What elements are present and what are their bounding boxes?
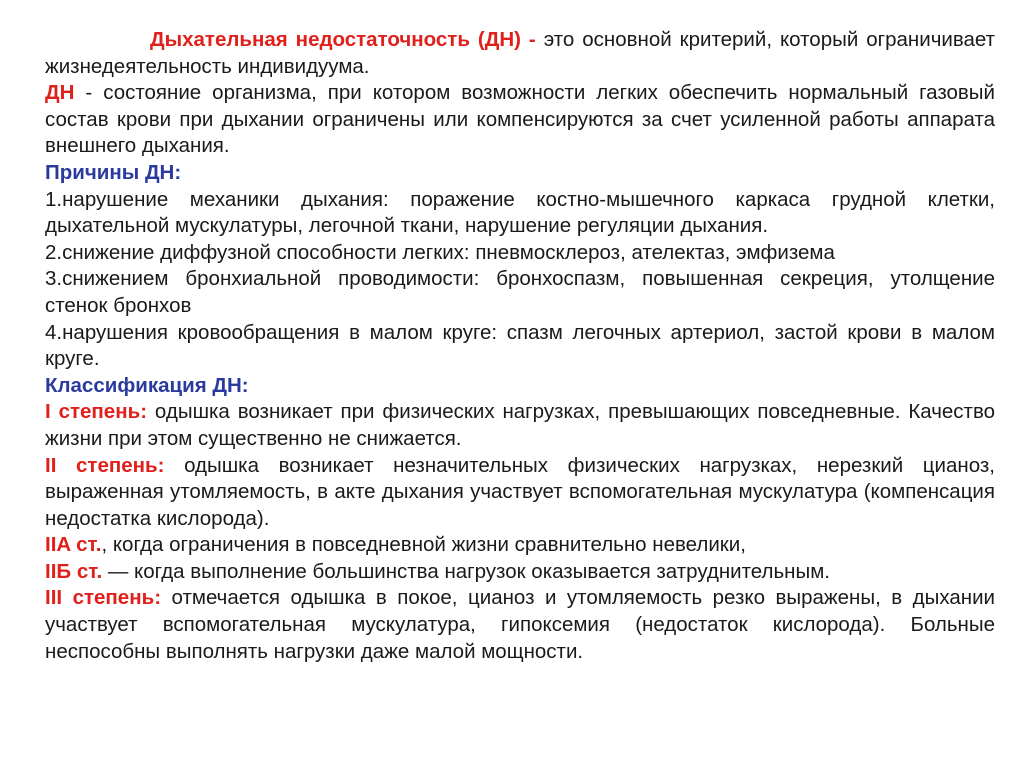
definition-text: это основной критерий, который ограничивает жизнедеятельность индивидуума. bbox=[45, 28, 995, 78]
degree-label: III степень: bbox=[45, 586, 162, 610]
definition-paragraph bbox=[45, 27, 995, 80]
definition-term: Дыхательная недостаточность (ДН) - bbox=[150, 28, 536, 51]
dn-state-paragraph bbox=[45, 80, 995, 160]
dn-state-term: ДН bbox=[45, 81, 75, 105]
degree-paragraph bbox=[45, 532, 995, 559]
cause-item: 3.снижением бронхиальной проводимости: бронхоспазм, повышенная секреция, утолщение стенок бронхов bbox=[45, 267, 995, 317]
cause-item: 4.нарушения кровообращения в малом круге: спазм легочных артериол, застой крови в малом круге. bbox=[45, 320, 995, 371]
degree-label: II степень: bbox=[45, 453, 165, 477]
degree-paragraph bbox=[45, 453, 995, 533]
degree-label: IIA ст. bbox=[45, 533, 102, 557]
degree-text: одышка возникает при физических нагрузках, превышающих повседневные. Качество жизни при этом существенно не снижается. bbox=[45, 400, 996, 450]
degree-text: , когда ограничения в повседневной жизни сравнительно невелики, bbox=[101, 533, 746, 557]
causes-heading: Причины ДН: bbox=[45, 160, 182, 184]
slide-body bbox=[45, 27, 995, 665]
degree-label: I степень: bbox=[45, 400, 148, 424]
degree-paragraph bbox=[45, 585, 995, 665]
degree-label: IIБ ст. bbox=[45, 559, 103, 583]
degree-text: одышка возникает незначительных физических нагрузках, нерезкий цианоз, выраженная утомляемость, в акте дыхания участвует вспомогательная мускулатура (компенсация недостатка кислорода). bbox=[45, 453, 995, 530]
degree-text: отмечается одышка в покое, цианоз и утомляемость резко выражены, в дыхании участвует вспомогательная мускулатура, гипоксемия (недостаток кислорода). Больные неспособны выполнять нагрузки даже малой мощности. bbox=[45, 586, 995, 663]
dn-state-text: - состояние организма, при котором возможности легких обеспечить нормальный газовый состав крови при дыхании ограничены или компенсируются за счет усиленной работы аппарата внешнего дыхания. bbox=[45, 81, 995, 158]
degree-paragraph bbox=[45, 399, 995, 452]
degree-paragraph bbox=[45, 559, 995, 586]
cause-item: 1.нарушение механики дыхания: поражение костно-мышечного каркаса грудной клетки, дыхательной мускулатуры, легочной ткани, нарушение регуляции дыхания. bbox=[45, 187, 995, 238]
degree-text: — когда выполнение большинства нагрузок оказывается затруднительным. bbox=[102, 559, 830, 583]
classification-heading: Классификация ДН: bbox=[45, 373, 249, 397]
cause-item: 2.снижение диффузной способности легких: пневмосклероз, ателектаз, эмфизема bbox=[45, 240, 835, 264]
